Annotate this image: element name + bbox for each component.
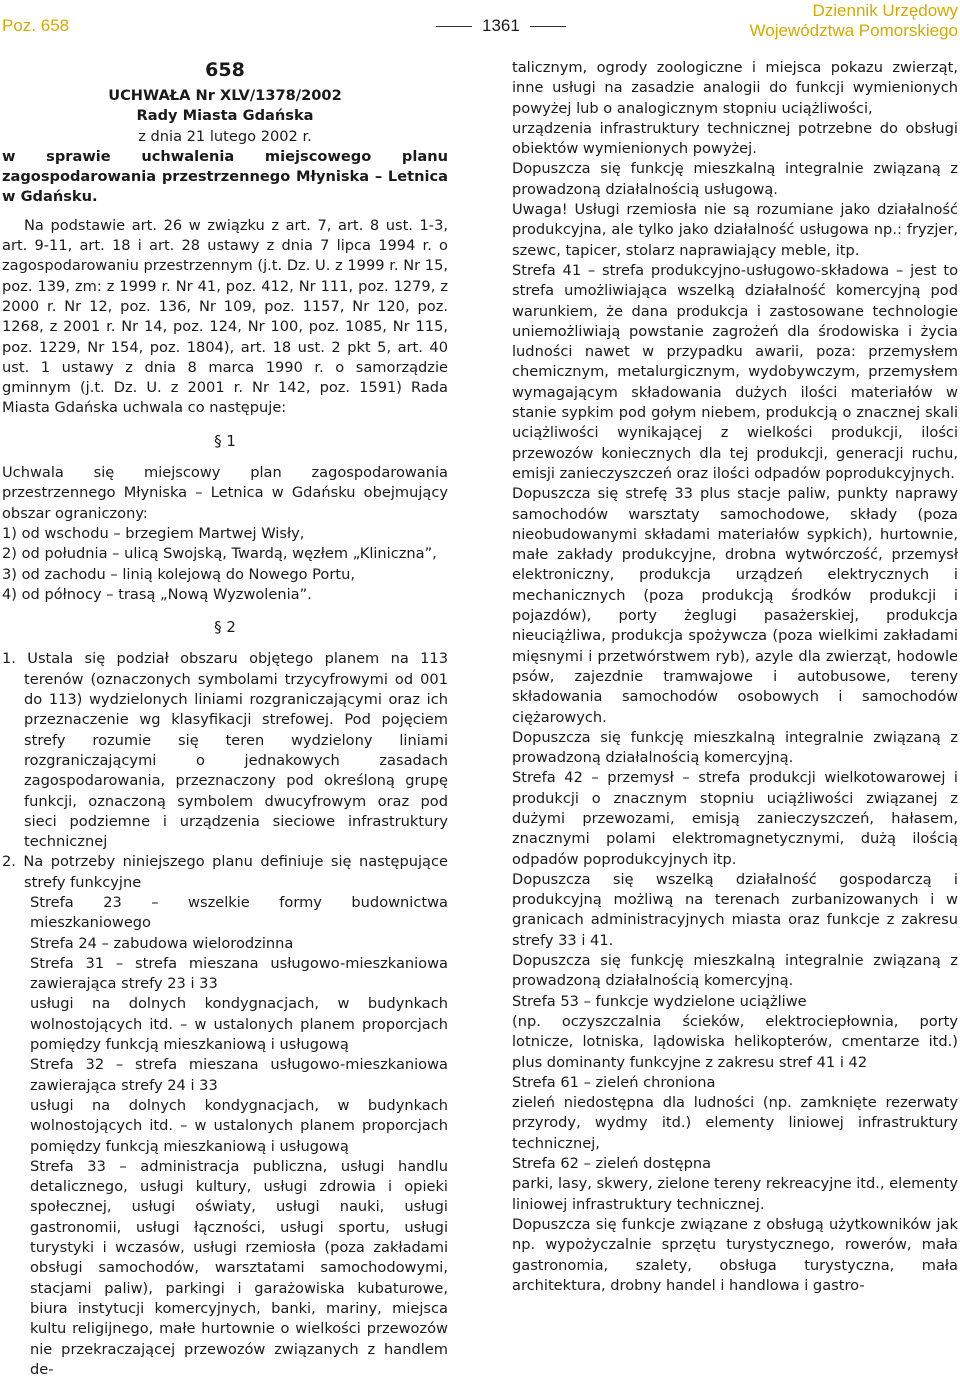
resolution-date: z dnia 21 lutego 2002 r. xyxy=(138,127,312,145)
journal-title-line1: Dziennik Urzędowy xyxy=(812,1,958,20)
section-1-text: Uchwala się miejscowy plan zagospodarowania przestrzennego Młyniska – Letnica w Gdańsku obejmujący obszar ograniczony: xyxy=(2,464,448,522)
zone-definition: Strefa 31 – strefa mieszana usługowo-mieszkaniowa zawierająca strefy 23 i 33 xyxy=(30,954,448,993)
section-2-point-1: 1. Ustala się podział obszaru objętego planem na 113 terenów (oznaczonych symbolami trzycyfrowymi od 001 do 113) wydzielonych liniami rozgraniczającymi oraz ich przeznaczenie wg klasyfikacji strefowej. Pod pojęciem strefy rozumie się teren wydzielony liniami rozgraniczającymi o jednakowych zasadach zagospodarowania, przeznaczony pod określoną grupę funkcji, oznaczoną symbolem dwucyfrowym oraz pod sieci podziemne i urządzenia sieciowe infrastruktury technicznej xyxy=(2,650,448,851)
resolution-subject: w sprawie uchwalenia miejscowego planu zagospodarowania przestrzennego Młyniska – Letnica w Gdańsku. xyxy=(2,147,448,206)
boundary-item: 1) od wschodu – brzegiem Martwej Wisły, xyxy=(2,524,305,542)
zone-definition: Strefa 23 – wszelkie formy budownictwa mieszkaniowego xyxy=(30,893,448,932)
journal-title-line2: Województwa Pomorskiego xyxy=(749,21,958,40)
right-column xyxy=(512,58,958,1296)
body-paragraph: Strefa 62 – zieleń dostępna xyxy=(512,1155,712,1173)
body-paragraph: talicznym, ogrody zoologiczne i miejsca pokazu zwierząt, inne usługi na zasadzie analogii do funkcji wymienionych powyżej lub o analogicznym stopniu uciążliwości, xyxy=(512,59,958,117)
page-header xyxy=(0,0,960,46)
body-paragraph: Dopuszcza się strefę 33 plus stacje paliw, punkty naprawy samochodów warsztaty samochodowe, składy (poza nieobudowanymi składami materiałów sypkich), hurtownie, małe zakłady produkcyjne, drobna wytwórczość, przemysł elektroniczny, produkcja urządzeń elektrycznych i mechanicznych (poza produkcją środków produkcji i pojazdów), porty żeglugi pasażerskiej, produkcja nieuciążliwa, produkcja spożywcza (poza wielkimi zakładami mięsnymi i przetwórstwem ryb), azyle dla zwierząt, hodowle psów, zajezdnie tramwajowe i autobusowe, tereny składowania samochodów osobowych i samochodów ciężarowych. xyxy=(512,485,958,726)
council-name: Rady Miasta Gdańska xyxy=(136,107,314,125)
body-paragraph: Strefa 53 – funkcje wydzielone uciążliwe xyxy=(512,992,807,1010)
page-number-dash-right xyxy=(530,26,566,27)
zone-definition: Strefa 32 – strefa mieszana usługowo-mieszkaniowa zawierająca strefy 24 i 33 xyxy=(30,1056,448,1094)
body-paragraph: Strefa 42 – przemysł – strefa produkcji wielkotowarowej i produkcji o znacznym stopniu uciążliwości związanej z dużymi przewozami, emisją zanieczyszczeń, hałasem, znacznymi polami elektromagnetycznymi, dużą ilością odpadów poprodukcyjnych itp. xyxy=(512,769,958,868)
body-paragraph: Dopuszcza się funkcję mieszkalną integralnie związaną z prowadzoną działalnością komercyjną. xyxy=(512,728,958,767)
position-label: Poz. 658 xyxy=(2,16,70,35)
zone-definition: Strefa 24 – zabudowa wielorodzinna xyxy=(30,934,294,952)
preamble: Na podstawie art. 26 w związku z art. 7, art. 8 ust. 1-3, art. 9-11, art. 18 i art. 28 ustawy z dnia 7 lipca 1994 r. o zagospodarowaniu przestrzennym (j.t. Dz. U. z 1999 r. Nr 15, poz. 139, zm: z 1999 r. Nr 41, poz. 412, Nr 111, poz. 1279, z 2000 r. Nr 12, poz. 136, Nr 109, poz. 1157, Nr 120, poz. 1268, z 2001 r. Nr 14, poz. 124, Nr 100, poz. 1085, Nr 115, poz. 1229, Nr 154, poz. 1804), art. 18 ust. 2 pkt 5, art. 40 ust. 1 ustawy z dnia 8 marca 1990 r. o samorządzie gminnym (j.t. Dz. U. z 2001 r. Nr 142, poz. 1591) Rada Miasta Gdańska uchwala co następuje: xyxy=(2,216,448,417)
body-paragraph: Dopuszcza się funkcję mieszkalną integralnie związaną z prowadzoną działalnością usługową. xyxy=(512,160,958,198)
journal-title xyxy=(750,1,959,41)
body-paragraph: Dopuszcza się funkcję mieszkalną integralnie związaną z prowadzoną działalnością komercyjną. xyxy=(512,952,958,990)
zone-definition: usługi na dolnych kondygnacjach, w budynkach wolnostojących itd. – w ustalonych planem proporcjach pomiędzy funkcją mieszkaniową i usługową xyxy=(30,1096,448,1155)
zone-definition: Strefa 33 – administracja publiczna, usługi handlu detalicznego, usługi kultury, usługi zdrowia i opieki społecznej, usługi oświaty, usługi nauki, usługi gastronomii, usługi łączności, usługi sportu, usługi turystyki i wczasów, usługi rzemiosła (poza zakładami obsługi samochodów, warsztatami samochodowymi, stacjami paliw), parkingi i garażowiska kubaturowe, biura instytucji komercyjnych, banki, mariny, miejsca kultu religijnego, małe hurtownie o wielkości przewozów nie przekraczającej przewozów związanych z handlem de- xyxy=(30,1157,448,1378)
body-paragraph: Uwaga! Usługi rzemiosła nie są rozumiane jako działalność produkcyjna, ale tylko jako działalność usługowa np.: fryzjer, szewc, tapicer, stolarz naprawiający meble, itp. xyxy=(512,201,958,259)
body-paragraph: Dopuszcza się funkcje związane z obsługą użytkowników jak np. wypożyczalnie sprzętu turystycznego, rowerów, mała gastronomia, szalety, obsługa turystyczna, mała architektura, drobny handel i handlowa i gastro- xyxy=(512,1215,958,1294)
boundary-item: 4) od północy – trasą „Nową Wyzwolenia”. xyxy=(2,585,312,603)
zone-definition: usługi na dolnych kondygnacjach, w budynkach wolnostojących itd. – w ustalonych planem proporcjach pomiędzy funkcją mieszkaniową i usługową xyxy=(30,995,448,1054)
body-paragraph: Strefa 61 – zieleń chroniona xyxy=(512,1073,716,1091)
body-paragraph: zieleń niedostępna dla ludności (np. zamknięte rezerwaty przyrody, wydmy itd.) elementy liniowej infrastruktury technicznej, xyxy=(512,1094,958,1152)
section-2-heading: § 2 xyxy=(214,618,236,637)
page-number-text: 1361 xyxy=(482,16,520,35)
section-2-point-2: 2. Na potrzeby niniejszego planu definiuje się następujące strefy funkcyjne xyxy=(2,853,448,891)
section-1-heading: § 1 xyxy=(214,431,236,450)
body-paragraph: (np. oczyszczalnia ścieków, elektrociepłownia, porty lotnicze, lotniska, lądowiska helikopterów, cmentarze itd.) plus dominanty funkcyjne z zakresu stref 41 i 42 xyxy=(512,1012,958,1071)
page-number xyxy=(426,16,576,36)
boundary-item: 2) od południa – ulicą Swojską, Twardą, węzłem „Kliniczna”, xyxy=(2,545,437,563)
document-number: 658 xyxy=(205,59,245,81)
body-paragraph: Dopuszcza się wszelką działalność gospodarczą i produkcyjną możliwą na terenach zurbanizowanych i w granicach administracyjnych miasta oraz funkcje z zakresu strefy 33 i 41. xyxy=(512,870,958,949)
body-paragraph: Strefa 41 – strefa produkcyjno-usługowo-składowa – jest to strefa umożliwiająca wszelką działalność komercyjną pod warunkiem, że dana produkcja i zastosowane technologie uniemożliwiają powstanie zagrożeń dla środowiska i życia ludności nawet w przypadku awarii, poza: przemysłem chemicznym, metalurgicznym, wydobywczym, przemysłem wymagającym składowania dużych ilości materiałów w stanie sypkim pod gołym niebem, produkcją o znacznej skali uciążliwości wynikającej z wielkości produkcji, ilości przewozów koniecznych dla tej produkcji, generacji ruchu, emisji zanieczyszczeń oraz ilości odpadów poprodukcyjnych. xyxy=(512,261,958,482)
boundary-item: 3) od zachodu – linią kolejową do Nowego Portu, xyxy=(2,565,355,583)
page-number-dash-left xyxy=(436,26,472,27)
body-paragraph: parki, lasy, skwery, zielone tereny rekreacyjne itd., elementy liniowej infrastruktury technicznej. xyxy=(512,1175,958,1213)
left-column xyxy=(2,58,448,1380)
resolution-title: UCHWAŁA Nr XLV/1378/2002 xyxy=(108,87,342,104)
body-paragraph: urządzenia infrastruktury technicznej potrzebne do obsługi obiektów wymienionych powyżej. xyxy=(512,119,958,158)
